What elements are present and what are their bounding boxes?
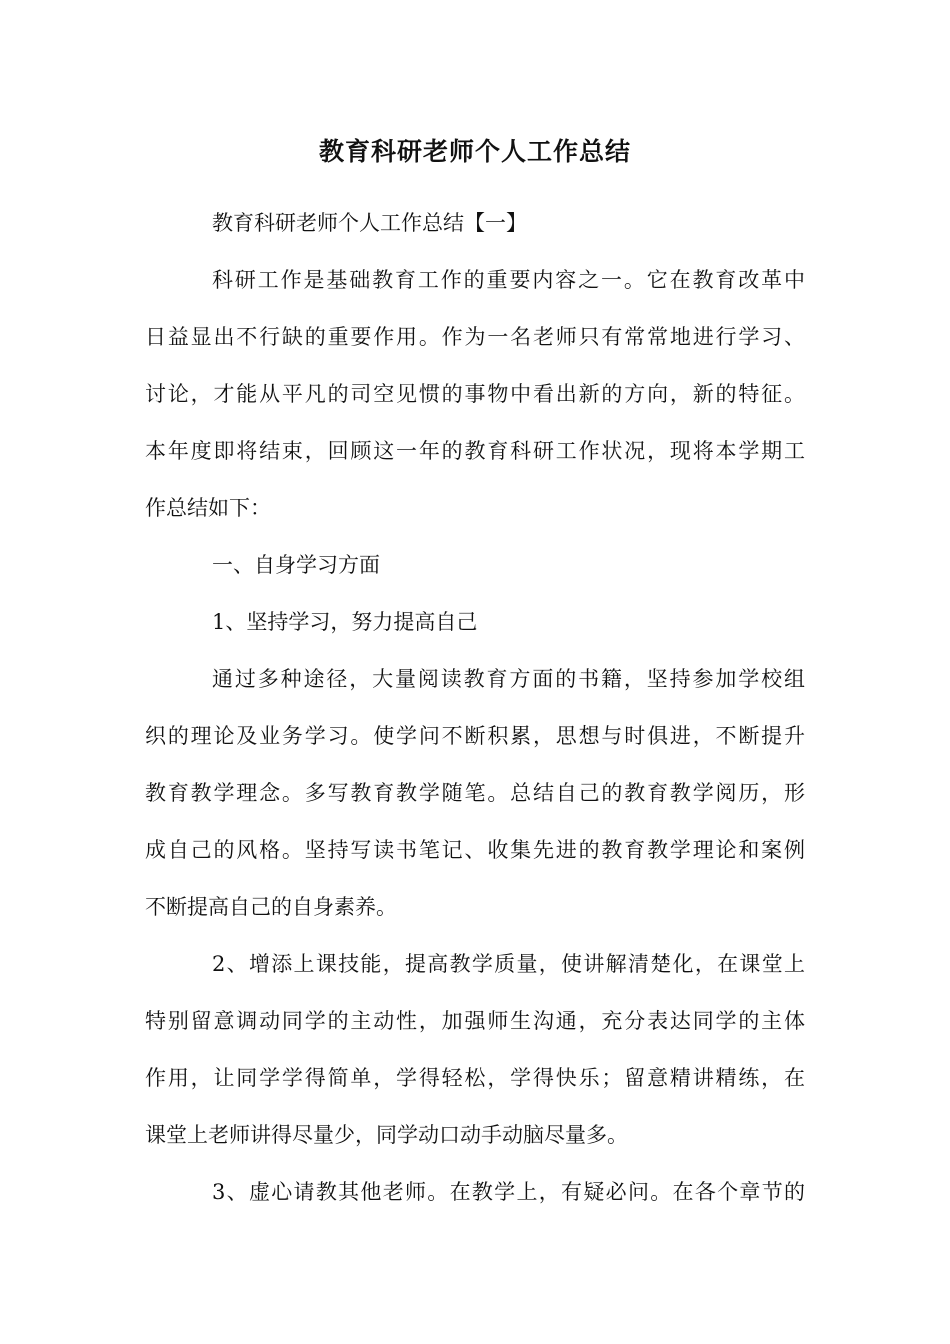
paragraph-line: 成自己的风格。坚持写读书笔记、收集先进的教育教学理论和案例: [145, 838, 805, 862]
subsection-heading: 1、坚持学习，努力提高自己: [212, 610, 478, 634]
paragraph-line: 3、虚心请教其他老师。在教学上，有疑必问。在各个章节的: [212, 1180, 805, 1204]
paragraph-line: 通过多种途径，大量阅读教育方面的书籍，坚持参加学校组: [212, 667, 805, 691]
section-heading: 教育科研老师个人工作总结【一】: [212, 211, 527, 235]
paragraph-line: 讨论，才能从平凡的司空见惯的事物中看出新的方向，新的特征。: [145, 382, 805, 406]
document-title: 教育科研老师个人工作总结: [318, 137, 631, 166]
paragraph-line: 课堂上老师讲得尽量少，同学动口动手动脑尽量多。: [145, 1123, 628, 1147]
paragraph-line: 本年度即将结束，回顾这一年的教育科研工作状况，现将本学期工: [145, 439, 805, 463]
paragraph-line: 科研工作是基础教育工作的重要内容之一。它在教育改革中: [212, 268, 805, 292]
paragraph-line: 织的理论及业务学习。使学问不断积累，思想与时俱进，不断提升: [145, 724, 805, 748]
paragraph-line: 作用，让同学学得简单，学得轻松，学得快乐；留意精讲精练，在: [145, 1066, 805, 1090]
paragraph-line: 教育教学理念。多写教育教学随笔。总结自己的教育教学阅历，形: [145, 781, 805, 805]
paragraph-line: 2、增添上课技能，提高教学质量，使讲解清楚化，在课堂上: [212, 952, 805, 976]
paragraph-line: 特别留意调动同学的主动性，加强师生沟通，充分表达同学的主体: [145, 1009, 805, 1033]
paragraph-line: 作总结如下：: [145, 496, 271, 520]
paragraph-line: 日益显出不行缺的重要作用。作为一名老师只有常常地进行学习、: [145, 325, 805, 349]
subsection-heading: 一、自身学习方面: [212, 553, 380, 577]
paragraph-line: 不断提高自己的自身素养。: [145, 895, 397, 919]
